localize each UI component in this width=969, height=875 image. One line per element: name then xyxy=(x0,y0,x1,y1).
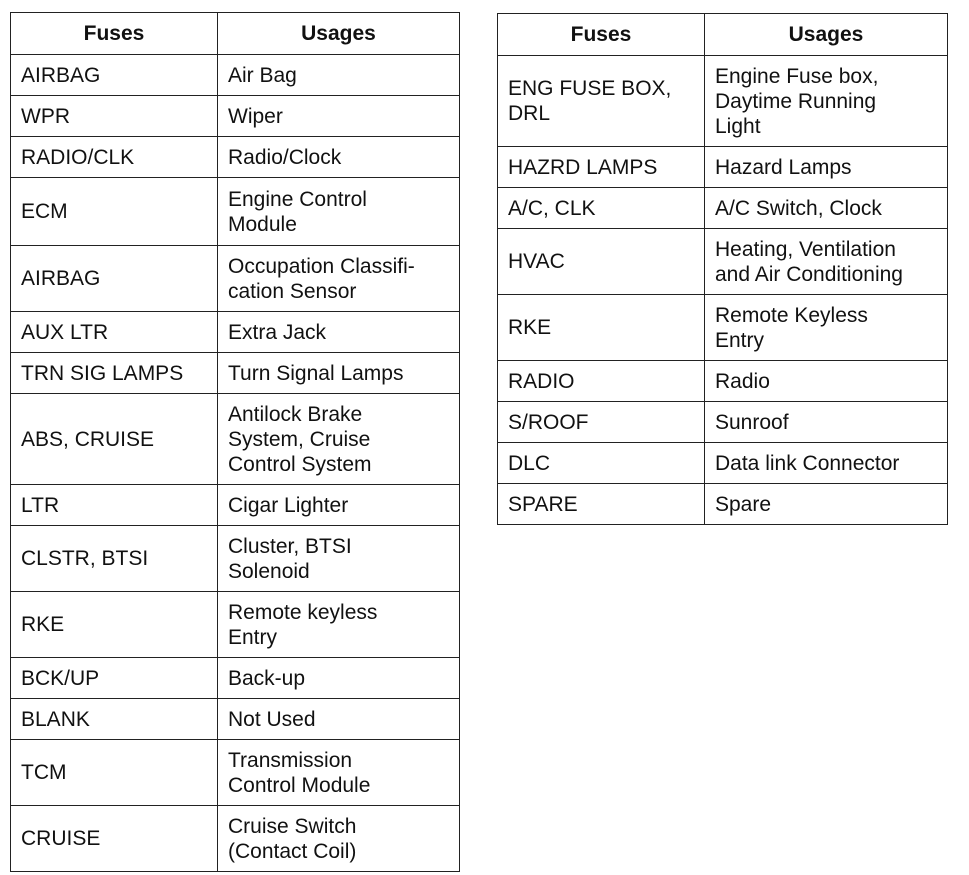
fuse-cell: ABS, CRUISE xyxy=(11,394,218,485)
table-row xyxy=(11,55,460,96)
fuse-cell: RADIO xyxy=(498,361,705,402)
right-fuse-table xyxy=(497,13,948,525)
fuse-cell: TCM xyxy=(11,740,218,806)
usage-cell: Remote keyless Entry xyxy=(218,592,460,658)
fuse-cell: A/C, CLK xyxy=(498,188,705,229)
usage-cell: A/C Switch, Clock xyxy=(705,188,948,229)
table-row xyxy=(11,806,460,872)
left-fuse-table xyxy=(10,12,460,872)
table-row xyxy=(11,96,460,137)
table-row xyxy=(11,246,460,312)
table-row xyxy=(11,526,460,592)
table-row xyxy=(498,295,948,361)
fuse-cell: BLANK xyxy=(11,699,218,740)
usage-cell: Data link Connector xyxy=(705,443,948,484)
fuse-cell: BCK/UP xyxy=(11,658,218,699)
table-row xyxy=(498,484,948,525)
usage-cell: Turn Signal Lamps xyxy=(218,353,460,394)
table-row xyxy=(11,394,460,485)
usage-cell: Extra Jack xyxy=(218,312,460,353)
usage-cell: Cigar Lighter xyxy=(218,485,460,526)
usage-cell: Spare xyxy=(705,484,948,525)
usage-cell: Antilock Brake System, Cruise Control System xyxy=(218,394,460,485)
fuse-cell: HAZRD LAMPS xyxy=(498,147,705,188)
table-row xyxy=(11,740,460,806)
table-row xyxy=(498,402,948,443)
fuse-cell: TRN SIG LAMPS xyxy=(11,353,218,394)
table-row xyxy=(11,312,460,353)
usage-cell: Engine Control Module xyxy=(218,178,460,246)
fuse-cell: ENG FUSE BOX, DRL xyxy=(498,56,705,147)
usage-cell: Remote Keyless Entry xyxy=(705,295,948,361)
usage-cell: Cruise Switch (Contact Coil) xyxy=(218,806,460,872)
usage-cell: Engine Fuse box, Daytime Running Light xyxy=(705,56,948,147)
fuse-cell: ECM xyxy=(11,178,218,246)
usage-cell: Hazard Lamps xyxy=(705,147,948,188)
usages-header: Usages xyxy=(705,14,948,56)
table-header-row xyxy=(498,14,948,56)
usage-cell: Air Bag xyxy=(218,55,460,96)
fuse-cell: AIRBAG xyxy=(11,246,218,312)
fuse-cell: HVAC xyxy=(498,229,705,295)
usages-header: Usages xyxy=(218,13,460,55)
fuse-cell: DLC xyxy=(498,443,705,484)
table-header-row xyxy=(11,13,460,55)
table-row xyxy=(11,178,460,246)
fuse-cell: CLSTR, BTSI xyxy=(11,526,218,592)
fuse-cell: RKE xyxy=(11,592,218,658)
fuse-cell: RKE xyxy=(498,295,705,361)
fuse-cell: SPARE xyxy=(498,484,705,525)
table-row xyxy=(498,188,948,229)
usage-cell: Not Used xyxy=(218,699,460,740)
usage-cell: Radio xyxy=(705,361,948,402)
table-row xyxy=(498,229,948,295)
usage-cell: Sunroof xyxy=(705,402,948,443)
table-row xyxy=(498,147,948,188)
table-row xyxy=(498,361,948,402)
usage-cell: Wiper xyxy=(218,96,460,137)
table-row xyxy=(498,443,948,484)
table-row xyxy=(11,592,460,658)
table-row xyxy=(11,658,460,699)
usage-cell: Transmission Control Module xyxy=(218,740,460,806)
fuse-cell: RADIO/CLK xyxy=(11,137,218,178)
table-row xyxy=(11,699,460,740)
table-row xyxy=(498,56,948,147)
usage-cell: Back-up xyxy=(218,658,460,699)
fuse-cell: WPR xyxy=(11,96,218,137)
fuse-cell: AIRBAG xyxy=(11,55,218,96)
fuse-cell: S/ROOF xyxy=(498,402,705,443)
fuse-cell: AUX LTR xyxy=(11,312,218,353)
usage-cell: Radio/Clock xyxy=(218,137,460,178)
usage-cell: Cluster, BTSI Solenoid xyxy=(218,526,460,592)
fuses-header: Fuses xyxy=(11,13,218,55)
usage-cell: Heating, Ventilation and Air Conditioning xyxy=(705,229,948,295)
fuse-cell: CRUISE xyxy=(11,806,218,872)
fuse-cell: LTR xyxy=(11,485,218,526)
usage-cell: Occupation Classifi- cation Sensor xyxy=(218,246,460,312)
table-row xyxy=(11,137,460,178)
table-row xyxy=(11,485,460,526)
fuses-header: Fuses xyxy=(498,14,705,56)
table-row xyxy=(11,353,460,394)
